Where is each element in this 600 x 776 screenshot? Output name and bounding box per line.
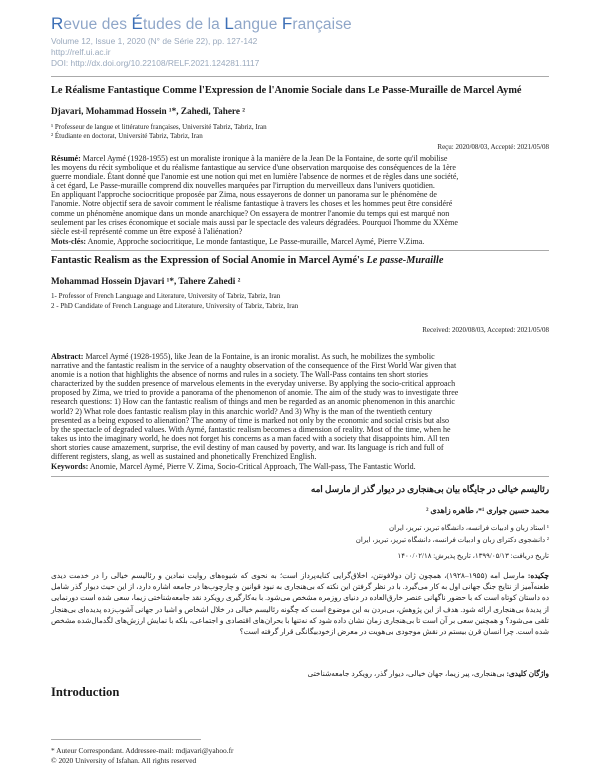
- english-keywords-label: Keywords:: [51, 462, 89, 471]
- english-authors: Mohammad Hossein Djavari ¹*, Tahere Zahedi ²: [51, 276, 241, 286]
- english-abstract-line-6: research questions: 1) How can the fantastic realism of things and men be regarded as an anomic phenomenon in this anarchic: [51, 397, 455, 407]
- french-divider: [51, 250, 549, 251]
- journal-title: Revue des Études de la Langue Française: [51, 14, 352, 33]
- persian-abstract-label: چکیده:: [527, 571, 549, 580]
- copyright-note: © 2020 University of Isfahan. All rights reserved: [51, 756, 197, 765]
- french-keywords-label: Mots-clés:: [51, 237, 87, 246]
- english-keywords: Keywords: Anomie, Marcel Aymé, Pierre V. Zima, Socio-Critical Approach, The Wall-pass, The Fantastic World.: [51, 462, 416, 471]
- english-affiliation-1: 1- Professor of French Language and Literature, University of Tabriz, Tabriz, Iran: [51, 292, 281, 300]
- persian-affiliation-1: ¹ استاد زبان و ادبیات فرانسه، دانشگاه تبریز، تبریز، ایران: [389, 524, 549, 532]
- french-abstract-line-1: Résumé: Marcel Aymé (1928-1955) est un moraliste ironique à la manière de la Jean De la Fontaine, de sorte qu'il mobilise: [51, 154, 448, 163]
- english-dates: Received: 2020/08/03, Accepted: 2021/05/08: [422, 326, 549, 334]
- french-abstract: [51, 154, 549, 236]
- french-authors: Djavari, Mohammad Hossein ¹*, Zahedi, Tahere ²: [51, 106, 245, 116]
- french-abstract-line-2: les moyens du récit symbolique et du réalisme fantastique au service d'une observation marquoise des conséquences de la 1ère: [51, 163, 456, 173]
- english-divider: [51, 476, 549, 477]
- french-abstract-label: Résumé:: [51, 154, 81, 163]
- english-abstract-line-12: different registers, slang, as well as sustained and phonetically Frenchized English.: [51, 452, 317, 462]
- persian-affiliation-2: ² دانشجوی دکترای زبان و ادبیات فرانسه، دانشگاه تبریز، تبریز، ایران: [355, 536, 549, 544]
- persian-authors: محمد حسین جواری ¹*، طاهره زاهدی ²: [426, 506, 549, 515]
- english-abstract-label: Abstract:: [51, 352, 84, 361]
- header-divider: [51, 76, 549, 77]
- english-article-title: Fantastic Realism as the Expression of Social Anomie in Marcel Aymé's Le passe-Muraille: [51, 255, 444, 266]
- french-keywords: Mots-clés: Anomie, Approche sociocritique, Le monde fantastique, Le Passe-muraille, Marcel Aymé, Pierre V.Zima.: [51, 237, 425, 246]
- introduction-heading: Introduction: [51, 685, 120, 699]
- french-article-title: Le Réalisme Fantastique Comme l'Expression de l'Anomie Sociale dans Le Passe-Muraille de Marcel Aymé: [51, 85, 522, 96]
- english-abstract-line-1: Abstract: Marcel Aymé (1928-1955), like Jean de la Fontaine, is an ironic moralist. As such, he mobilizes the symbolic: [51, 352, 435, 361]
- english-abstract-line-11: short stories cause amazement, surprise, the evil destiny of man caused by poverty, and war. Its language is rich and full of: [51, 442, 444, 452]
- english-abstract-line-3: anomie is a notion that highlights the absence of norms and rules in a society. The Wall-Pass contains ten short stories: [51, 370, 428, 380]
- persian-keywords-label: واژگان کلیدی:: [506, 669, 549, 678]
- journal-doi[interactable]: DOI: http://dx.doi.org/10.22108/RELF.2021.124281.1117: [51, 58, 260, 68]
- french-abstract-line-4: à cet égard, Le Passe-muraille comprend dix nouvelles marquées par l'irruption du merveilleux dans l'univers quotidien.: [51, 181, 435, 191]
- french-affiliation-2: ² Étudiante en doctorat, Université Tabriz, Tabriz, Iran: [51, 132, 203, 140]
- english-abstract-line-9: by the spectacle of degraded values. With Aymé, fantastic realism becomes a dimension of reality. Most of the time, when he: [51, 424, 451, 434]
- persian-keywords: واژگان کلیدی: بی‌هنجاری، پیر زیما، جهان خیالی، دیوار گذر، رویکرد جامعه‌شناختی: [307, 669, 549, 678]
- english-abstract-line-7: world? 2) What role does fantastic realism play in this anarchic world? And 3) Why is the man of the twentieth century: [51, 406, 433, 416]
- french-abstract-line-9: siècle est-il représenté comme un être exposé à l'aliénation?: [51, 226, 243, 236]
- journal-url[interactable]: http://relf.ui.ac.ir: [51, 47, 111, 57]
- french-abstract-line-5: En appliquant l'approche sociocritique proposée par Zima, nous essayerons de donner un panorama sur le phénomène de: [51, 190, 437, 200]
- english-abstract: [51, 352, 549, 461]
- english-abstract-line-8: presented as a being exposed to alienation? The anomy of time is marked not only by the economic and social crisis but also: [51, 415, 449, 425]
- french-dates: Reçu: 2020/08/03, Accepté: 2021/05/08: [437, 143, 549, 151]
- corresponding-author-note: * Auteur Correspondant. Addressee-mail: mdjavari@yahoo.fr: [51, 746, 234, 755]
- english-abstract-line-4: characterized by the sudden presence of marvelous elements in the everyday universe. By applying the socio-critical approach: [51, 379, 456, 389]
- persian-abstract: چکیده: مارسل امه (۱۹۵۵–۱۹۲۸)، همچون ژان دولافونتن، اخلاق‌گرایی کنایه‌پرداز است؛ به نحوی که شیوه‌های روایت نمادین و رئالیسم خیالی را در خدمت دیدی طعنه‌آمیز از نتایج جنگ جهانی اول به کار می‌گیرد. با در نظر گرفتن این نکته که بی‌هنجاری به نبود قوانین و چارچوب‌ها در جامعه اشاره دارد، از این حیث دیوار گذر شامل ده داستان کوتاه است که با حضور ناگهانی عنصر خارق‌العاده در دنیای روزمره مشخص می‌شود. با به‌کارگیری رویکرد نقد جامعه‌شناختی زیما، سعی شده است دورنمایی از پدیدهٔ بی‌هنجاری ارائه شود. هدف از این پژوهش، بی‌بردن به این موضوع است که چگونه رئالیسم خیالی در خلال اشخاص و اشیا در جهانی آشوب‌زده پدیده‌ای بی‌هنجار تلقی می‌شود؟ و همچنین سعی بر آن است تا بی‌هنجاری زمان نشان داده شود که نه‌تنها با بحران‌های اقتصادی و اجتماعی، بلکه با نمایش ارزش‌های لگدمال‌شده مشخص شده است. چرا انسان قرن بیستم در نقش موجودی بی‌هویت در معرض ازخودبیگانگی قرار گرفته است؟: [51, 571, 549, 637]
- english-abstract-line-10: takes us into the imaginary world, he does not forget his concerns as a man faced with a society that disappoints him. All ten: [51, 433, 450, 443]
- english-affiliation-2: 2 - PhD Candidate of French Language and Literature, University of Tabriz, Tabriz, Iran: [51, 302, 299, 310]
- persian-dates: تاریخ دریافت: ۱۳۹۹/۰۵/۱۳، تاریخ پذیرش: ۱۴۰۰/۰۲/۱۸: [397, 552, 549, 560]
- french-abstract-line-8: seulement par les crises économique et sociale mais aussi par le spectacle des valeurs dégradées. Pourquoi l'homme du XXème: [51, 217, 458, 227]
- french-affiliation-1: ¹ Professeur de langue et littérature françaises, Université Tabriz, Tabriz, Iran: [51, 123, 267, 131]
- persian-article-title: رئالیسم خیالی در جایگاه بیان بی‌هنجاری در دیوار گذر از مارسل امه: [310, 484, 549, 494]
- english-abstract-line-5: proposed by Zima, we tried to provide a panorama of the phenomenon of anomie. The aim of the study was to investigate three: [51, 388, 459, 398]
- english-title-italic: Le passe-Muraille: [366, 255, 444, 266]
- french-abstract-line-7: comme un phénomène anomique dans un monde anarchique? On essayera de montrer l'anomie du temps qui est marqué non: [51, 208, 450, 218]
- french-abstract-line-3: guerre mondiale. Étant donné que l'anomie est une notion qui met en lumière l'absence de normes et de règles dans une société,: [51, 172, 459, 182]
- english-abstract-line-2: narrative and the fantastic realism in the service of a naughty observation of the consequence of the First World War given that: [51, 361, 457, 371]
- journal-volume-line: Volume 12, Issue 1, 2020 (N° de Série 22), pp. 127-142: [51, 36, 258, 46]
- footnote-divider: [51, 739, 201, 740]
- french-abstract-line-6: l'anomie. Notre objectif sera de savoir comment le réalisme fantastique à travers les choses et les hommes peut être considéré: [51, 199, 453, 209]
